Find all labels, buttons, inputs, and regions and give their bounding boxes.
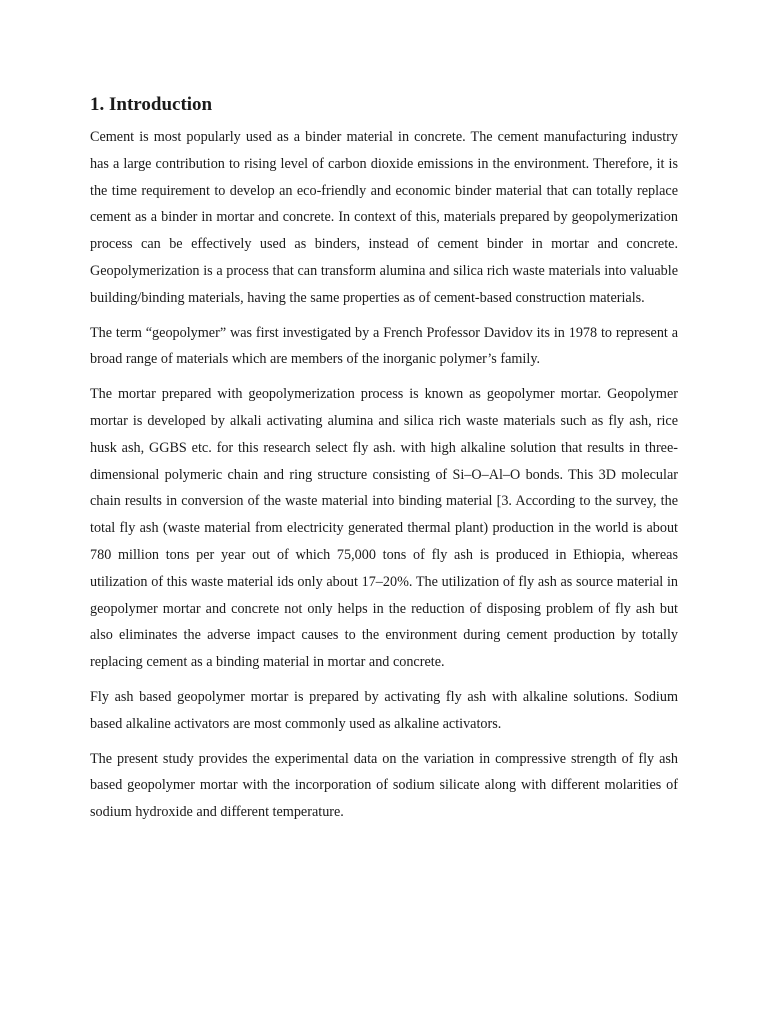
document-body	[90, 92, 678, 834]
section-heading: 1. Introduction	[90, 94, 213, 115]
paragraph-fly-ash-activation: Fly ash based geopolymer mortar is prepared by activating fly ash with alkaline solutions. Sodium based alkaline activators are most commonly used as alkaline activators.	[90, 688, 678, 732]
paragraph-cement-intro: Cement is most popularly used as a binder material in concrete. The cement manufacturing industry has a large contribution to rising level of carbon dioxide emissions in the environment. Therefore, it is the time requirement to develop an eco-friendly and economic binder material that can totally replace cement as a binder in mortar and concrete. In context of this, materials prepared by geopolymerization process can be effectively used as binders, instead of cement binder in mortar and concrete. Geopolymerization is a process that can transform alumina and silica rich waste materials into valuable building/binding materials, having the same properties as of cement-based construction materials.	[90, 129, 678, 306]
paragraph-present-study: The present study provides the experimental data on the variation in compressive strength of fly ash based geopolymer mortar with the incorporation of sodium silicate along with different molarities of sodium hydroxide and different temperature.	[90, 750, 678, 821]
paragraph-geopolymer-term: The term “geopolymer” was first investigated by a French Professor Davidov its in 1978 to represent a broad range of materials which are members of the inorganic polymer’s family.	[90, 324, 678, 368]
paragraph-geopolymer-mortar: The mortar prepared with geopolymerization process is known as geopolymer mortar. Geopolymer mortar is developed by alkali activating alumina and silica rich waste materials such as fly ash, rice husk ash, GGBS etc. for this research select fly ash. with high alkaline solution that results in three-dimensional polymeric chain and ring structure consisting of Si–O–Al–O bonds. This 3D molecular chain results in conversion of the waste material into binding material [3. According to the survey, the total fly ash (waste material from electricity generated thermal plant) production in the world is about 780 million tons per year out of which 75,000 tons of fly ash is produced in Ethiopia, whereas utilization of this waste material ids only about 17–20%. The utilization of fly ash as source material in geopolymer mortar and concrete not only helps in the reduction of disposing problem of fly ash but also eliminates the adverse impact causes to the environment during cement production by totally replacing cement as a binding material in mortar and concrete.	[90, 386, 678, 671]
